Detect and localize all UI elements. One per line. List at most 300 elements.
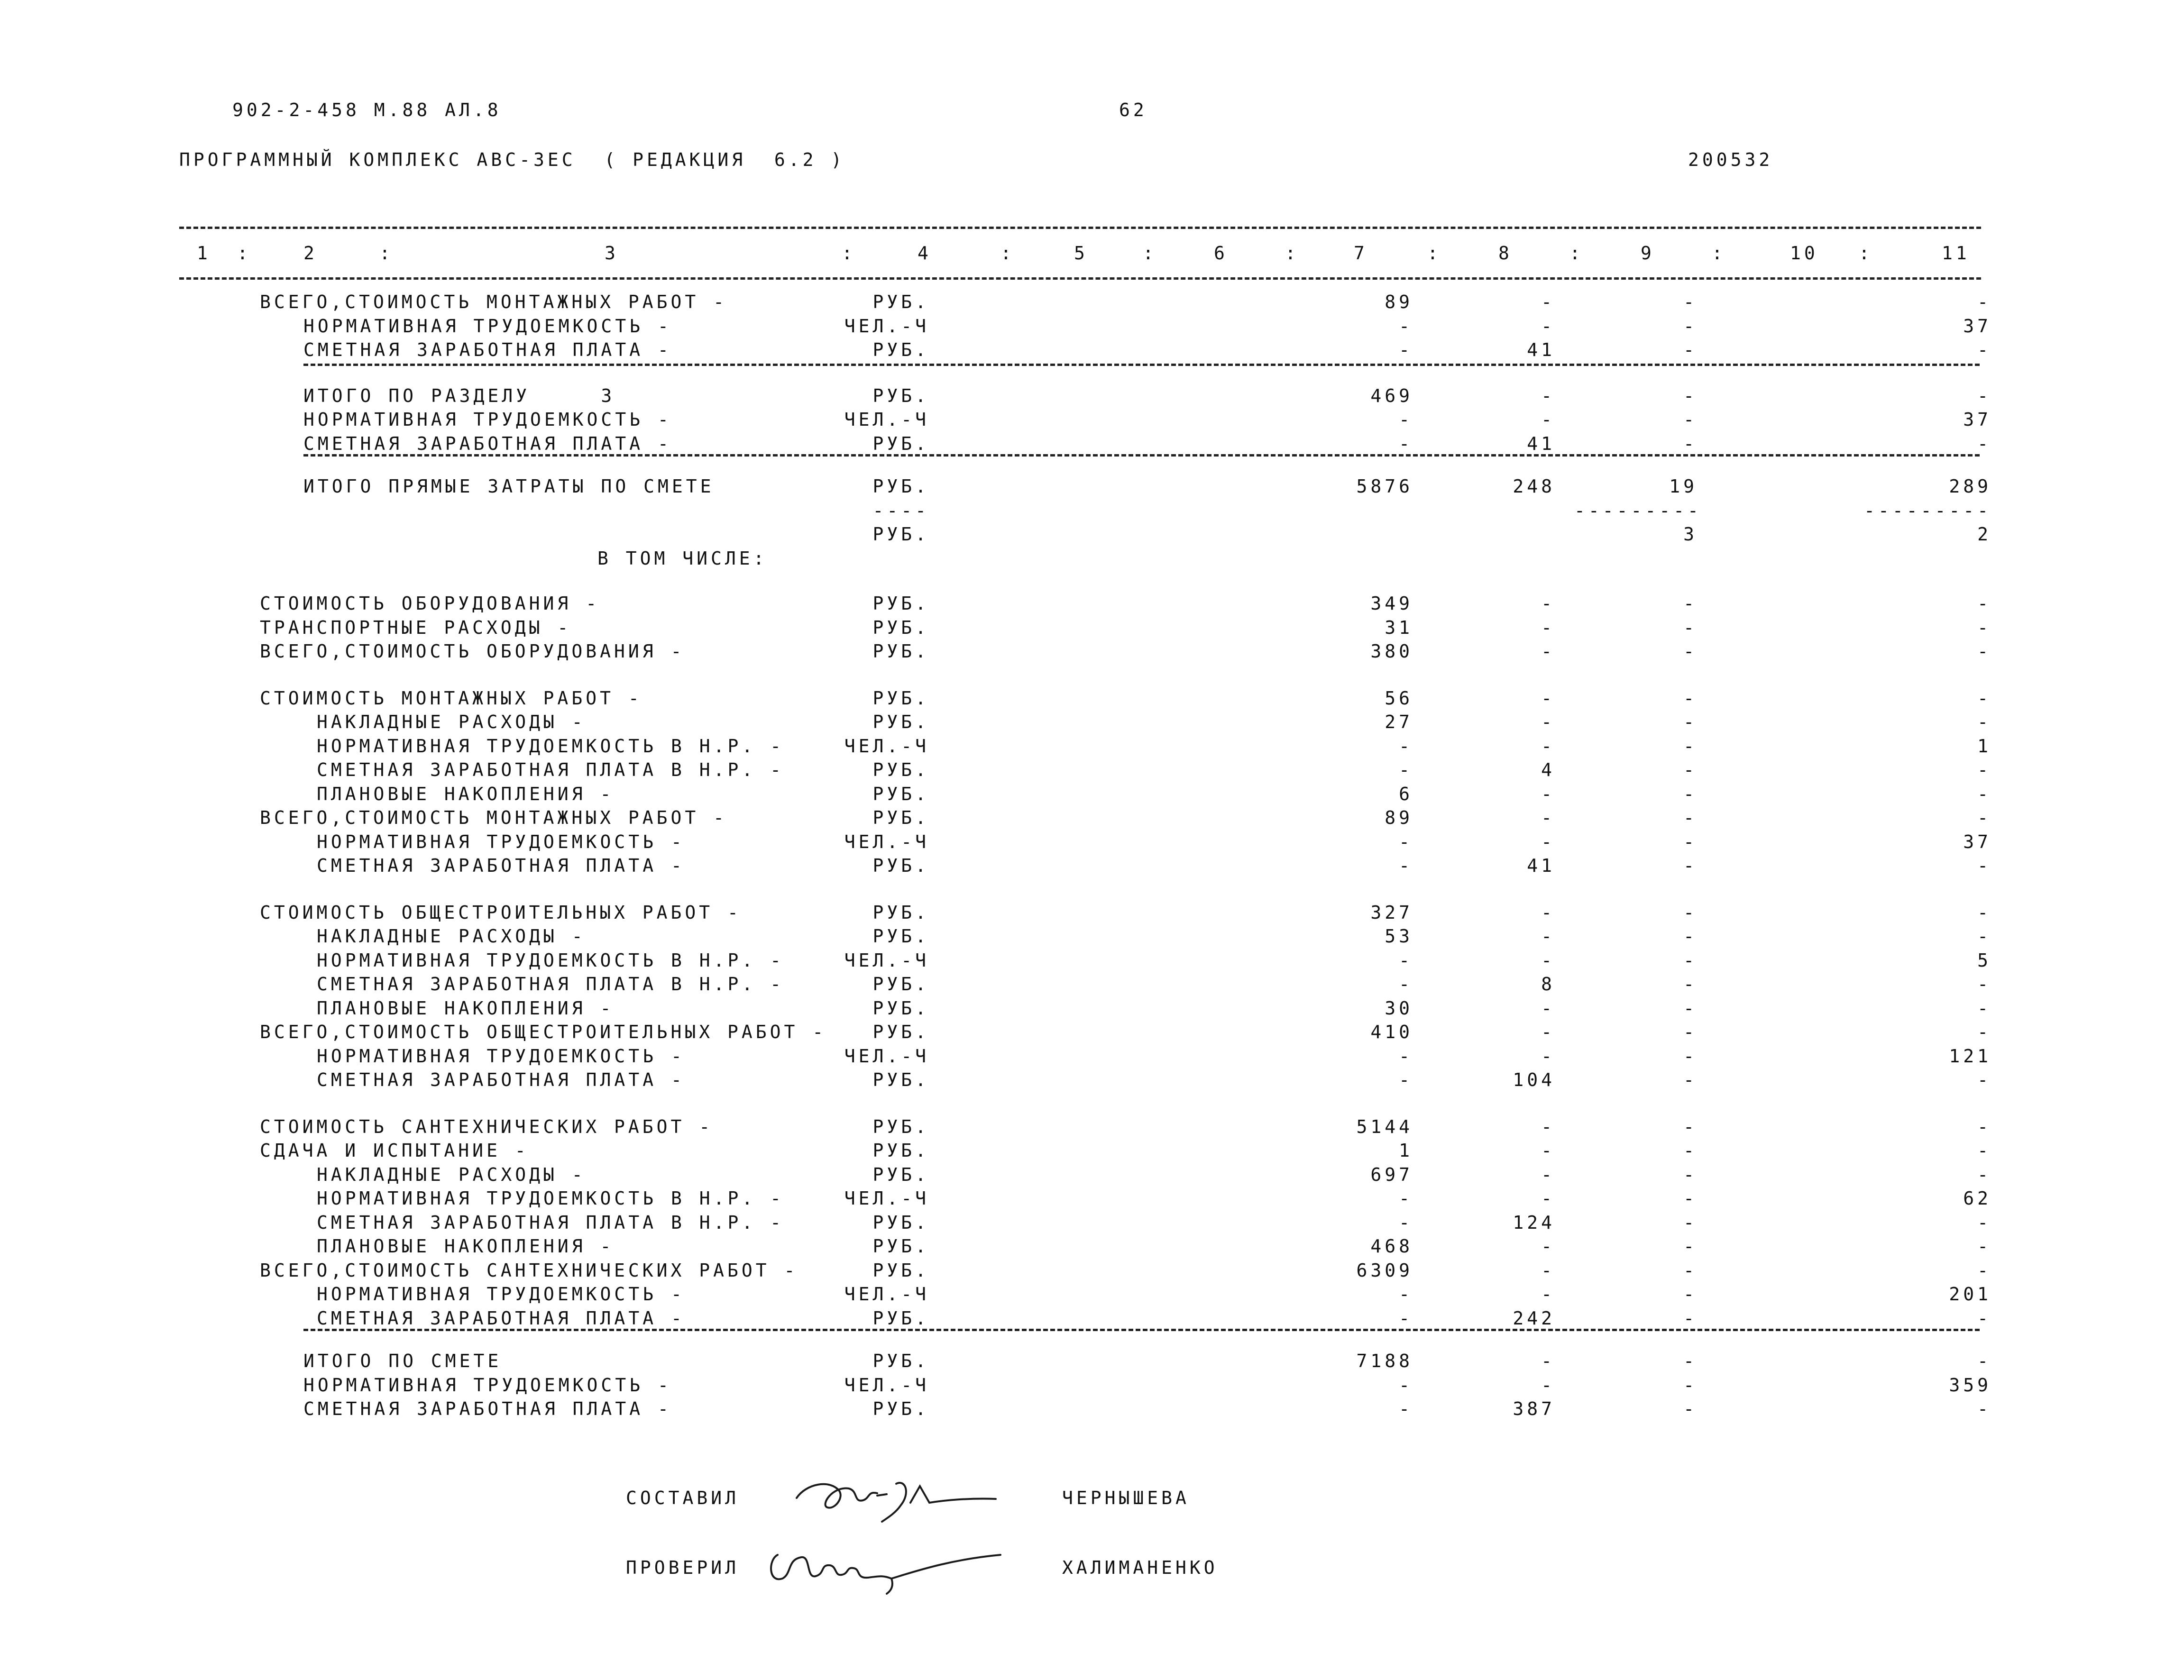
table-row bbox=[0, 759, 2184, 780]
row-unit: РУБ. bbox=[872, 1308, 929, 1329]
cell-col9: - bbox=[1683, 688, 1698, 709]
cell-col8: - bbox=[1541, 1260, 1555, 1281]
cell-col11: 37 bbox=[1963, 831, 1991, 852]
cell-col7: - bbox=[1399, 1398, 1413, 1419]
row-unit: РУБ. bbox=[872, 617, 929, 638]
cell-col11: 5 bbox=[1977, 950, 1991, 971]
cell-col9: - bbox=[1683, 950, 1698, 971]
checked-by-label: ПРОВЕРИЛ bbox=[626, 1557, 740, 1578]
cell-col7: - bbox=[1399, 1212, 1413, 1233]
page-number: 62 bbox=[1119, 100, 1147, 120]
table-row bbox=[0, 1022, 2184, 1042]
table-row bbox=[0, 1398, 2184, 1419]
column-header-10: 10 bbox=[1790, 243, 1818, 264]
table-row bbox=[0, 500, 2184, 521]
cell-col7: - bbox=[1399, 855, 1413, 876]
cell-col8: 41 bbox=[1527, 855, 1555, 876]
row-unit: ЧЕЛ.-Ч bbox=[844, 1375, 929, 1396]
table-row bbox=[0, 339, 2184, 360]
row-unit: ЧЕЛ.-Ч bbox=[844, 1188, 929, 1209]
cell-col8: - bbox=[1541, 593, 1555, 614]
section-rule bbox=[303, 454, 1980, 457]
row-unit: РУБ. bbox=[872, 1069, 929, 1090]
row-unit: РУБ. bbox=[872, 524, 929, 545]
cell-col8: - bbox=[1541, 926, 1555, 947]
cell-col8: 387 bbox=[1513, 1398, 1555, 1419]
row-unit: РУБ. bbox=[872, 807, 929, 828]
row-label: НОРМАТИВНАЯ ТРУДОЕМКОСТЬ - bbox=[303, 409, 672, 430]
table-row bbox=[0, 1351, 2184, 1371]
cell-col7: 697 bbox=[1370, 1164, 1413, 1185]
column-header-1: 1 bbox=[197, 243, 211, 264]
cell-col9: --------- bbox=[1574, 500, 1702, 521]
column-separator: : bbox=[1712, 243, 1726, 264]
cell-col8: - bbox=[1541, 385, 1555, 406]
cell-col8: 41 bbox=[1527, 339, 1555, 360]
cell-col11: --------- bbox=[1864, 500, 1991, 521]
row-label: СМЕТНАЯ ЗАРАБОТНАЯ ПЛАТА - bbox=[317, 1069, 685, 1090]
cell-col11: - bbox=[1977, 1308, 1991, 1329]
cell-col7: - bbox=[1399, 409, 1413, 430]
cell-col11: - bbox=[1977, 1398, 1991, 1419]
cell-col11: - bbox=[1977, 1260, 1991, 1281]
cell-col9: - bbox=[1683, 1351, 1698, 1371]
row-label: НОРМАТИВНАЯ ТРУДОЕМКОСТЬ - bbox=[303, 316, 672, 337]
cell-col7: 349 bbox=[1370, 593, 1413, 614]
row-unit: РУБ. bbox=[872, 902, 929, 923]
cell-col11: 2 bbox=[1977, 524, 1991, 545]
row-unit: РУБ. bbox=[872, 712, 929, 732]
cell-col7: 7188 bbox=[1356, 1351, 1413, 1371]
cell-col7: - bbox=[1399, 316, 1413, 337]
row-label: СМЕТНАЯ ЗАРАБОТНАЯ ПЛАТА В Н.Р. - bbox=[317, 759, 784, 780]
cell-col11: - bbox=[1977, 759, 1991, 780]
row-label: СТОИМОСТЬ ОБОРУДОВАНИЯ - bbox=[260, 593, 600, 614]
cell-col8: - bbox=[1541, 1116, 1555, 1137]
row-unit: ---- bbox=[872, 500, 929, 521]
cell-col11: - bbox=[1977, 998, 1991, 1019]
cell-col9: - bbox=[1683, 1069, 1698, 1090]
cell-col11: 37 bbox=[1963, 409, 1991, 430]
column-separator: : bbox=[379, 243, 394, 264]
cell-col7: 30 bbox=[1385, 998, 1413, 1019]
cell-col9: - bbox=[1683, 1398, 1698, 1419]
cell-col9: - bbox=[1683, 617, 1698, 638]
cell-col8: - bbox=[1541, 1284, 1555, 1305]
column-header-6: 6 bbox=[1214, 243, 1228, 264]
table-row bbox=[0, 433, 2184, 454]
cell-col11: - bbox=[1977, 339, 1991, 360]
table-row bbox=[0, 641, 2184, 662]
row-unit: РУБ. bbox=[872, 593, 929, 614]
table-row bbox=[0, 1212, 2184, 1233]
cell-col7: 5876 bbox=[1356, 476, 1413, 497]
row-label: НОРМАТИВНАЯ ТРУДОЕМКОСТЬ - bbox=[317, 1046, 685, 1067]
row-unit: РУБ. bbox=[872, 998, 929, 1019]
cell-col9: - bbox=[1683, 855, 1698, 876]
cell-col9: 3 bbox=[1683, 524, 1698, 545]
cell-col9: - bbox=[1683, 784, 1698, 804]
cell-col11: - bbox=[1977, 1069, 1991, 1090]
cell-col9: - bbox=[1683, 339, 1698, 360]
cell-col7: - bbox=[1399, 736, 1413, 757]
cell-col8: - bbox=[1541, 807, 1555, 828]
document-id: 200532 bbox=[1688, 149, 1773, 170]
row-unit: РУБ. bbox=[872, 1116, 929, 1137]
row-unit: РУБ. bbox=[872, 385, 929, 406]
cell-col8: - bbox=[1541, 1140, 1555, 1161]
column-header-5: 5 bbox=[1074, 243, 1088, 264]
table-row bbox=[0, 1164, 2184, 1185]
table-row bbox=[0, 593, 2184, 614]
cell-col8: 41 bbox=[1527, 433, 1555, 454]
column-header-3: 3 bbox=[605, 243, 619, 264]
row-label: НАКЛАДНЫЕ РАСХОДЫ - bbox=[317, 712, 586, 732]
row-unit: РУБ. bbox=[872, 1351, 929, 1371]
cell-col11: - bbox=[1977, 855, 1991, 876]
row-label: СМЕТНАЯ ЗАРАБОТНАЯ ПЛАТА - bbox=[303, 339, 672, 360]
cell-col9: - bbox=[1683, 712, 1698, 732]
row-label: СМЕТНАЯ ЗАРАБОТНАЯ ПЛАТА - bbox=[303, 1398, 672, 1419]
document-code: 902-2-458 М.88 АЛ.8 bbox=[232, 100, 502, 120]
row-label: ВСЕГО,СТОИМОСТЬ МОНТАЖНЫХ РАБОТ - bbox=[260, 292, 727, 312]
row-label: СМЕТНАЯ ЗАРАБОТНАЯ ПЛАТА - bbox=[303, 433, 672, 454]
row-label: В ТОМ ЧИСЛЕ: bbox=[597, 548, 768, 569]
table-row bbox=[0, 1116, 2184, 1137]
cell-col9: - bbox=[1683, 1046, 1698, 1067]
row-unit: РУБ. bbox=[872, 974, 929, 995]
cell-col11: - bbox=[1977, 902, 1991, 923]
cell-col8: - bbox=[1541, 617, 1555, 638]
cell-col9: - bbox=[1683, 641, 1698, 662]
column-separator: : bbox=[237, 243, 251, 264]
checked-by-signature bbox=[759, 1531, 1005, 1598]
table-row bbox=[0, 926, 2184, 947]
row-unit: РУБ. bbox=[872, 1212, 929, 1233]
cell-col9: - bbox=[1683, 316, 1698, 337]
row-label: СТОИМОСТЬ САНТЕХНИЧЕСКИХ РАБОТ - bbox=[260, 1116, 714, 1137]
row-unit: РУБ. bbox=[872, 688, 929, 709]
table-row bbox=[0, 1236, 2184, 1257]
cell-col9: - bbox=[1683, 385, 1698, 406]
cell-col8: - bbox=[1541, 902, 1555, 923]
row-unit: РУБ. bbox=[872, 339, 929, 360]
cell-col7: - bbox=[1399, 974, 1413, 995]
table-row bbox=[0, 1188, 2184, 1209]
column-header-4: 4 bbox=[918, 243, 932, 264]
cell-col11: - bbox=[1977, 807, 1991, 828]
cell-col8: 4 bbox=[1541, 759, 1555, 780]
cell-col8: - bbox=[1541, 1022, 1555, 1042]
cell-col8: - bbox=[1541, 316, 1555, 337]
column-separator: : bbox=[1143, 243, 1157, 264]
cell-col11: 62 bbox=[1963, 1188, 1991, 1209]
row-label: СМЕТНАЯ ЗАРАБОТНАЯ ПЛАТА В Н.Р. - bbox=[317, 1212, 784, 1233]
cell-col8: - bbox=[1541, 1351, 1555, 1371]
cell-col9: 19 bbox=[1669, 476, 1698, 497]
row-label: ВСЕГО,СТОИМОСТЬ МОНТАЖНЫХ РАБОТ - bbox=[260, 807, 727, 828]
cell-col7: - bbox=[1399, 1069, 1413, 1090]
row-unit: РУБ. bbox=[872, 1164, 929, 1185]
cell-col9: - bbox=[1683, 759, 1698, 780]
program-title: ПРОГРАММНЫЙ КОМПЛЕКС АВС-3ЕС ( РЕДАКЦИЯ 6.2 ) bbox=[179, 149, 845, 170]
cell-col7: - bbox=[1399, 1188, 1413, 1209]
row-label: ВСЕГО,СТОИМОСТЬ ОБЩЕСТРОИТЕЛЬНЫХ РАБОТ - bbox=[260, 1022, 827, 1042]
cell-col8: - bbox=[1541, 950, 1555, 971]
row-unit: ЧЕЛ.-Ч bbox=[844, 316, 929, 337]
row-unit: РУБ. bbox=[872, 855, 929, 876]
table-row bbox=[0, 292, 2184, 312]
section-rule bbox=[303, 1329, 1980, 1331]
row-unit: РУБ. bbox=[872, 784, 929, 804]
cell-col8: - bbox=[1541, 831, 1555, 852]
table-row bbox=[0, 902, 2184, 923]
cell-col9: - bbox=[1683, 736, 1698, 757]
cell-col8: - bbox=[1541, 1236, 1555, 1257]
cell-col11: - bbox=[1977, 1351, 1991, 1371]
table-row bbox=[0, 1069, 2184, 1090]
table-row bbox=[0, 409, 2184, 430]
table-row bbox=[0, 736, 2184, 757]
table-row bbox=[0, 1046, 2184, 1067]
row-label: СТОИМОСТЬ ОБЩЕСТРОИТЕЛЬНЫХ РАБОТ - bbox=[260, 902, 742, 923]
cell-col7: 89 bbox=[1385, 807, 1413, 828]
cell-col7: - bbox=[1399, 1046, 1413, 1067]
table-row bbox=[0, 712, 2184, 732]
table-row bbox=[0, 1260, 2184, 1281]
cell-col8: - bbox=[1541, 1188, 1555, 1209]
section-rule bbox=[303, 364, 1980, 366]
cell-col7: 468 bbox=[1370, 1236, 1413, 1257]
cell-col9: - bbox=[1683, 433, 1698, 454]
cell-col7: 469 bbox=[1370, 385, 1413, 406]
cell-col7: 89 bbox=[1385, 292, 1413, 312]
cell-col8: - bbox=[1541, 1375, 1555, 1396]
row-label: ИТОГО ПО РАЗДЕЛУ 3 bbox=[303, 385, 615, 406]
cell-col11: - bbox=[1977, 688, 1991, 709]
cell-col7: - bbox=[1399, 1308, 1413, 1329]
cell-col11: - bbox=[1977, 974, 1991, 995]
cell-col9: - bbox=[1683, 292, 1698, 312]
cell-col8: - bbox=[1541, 736, 1555, 757]
compiled-by-signature bbox=[787, 1465, 1005, 1526]
row-unit: ЧЕЛ.-Ч bbox=[844, 831, 929, 852]
row-label: НАКЛАДНЫЕ РАСХОДЫ - bbox=[317, 926, 586, 947]
table-row bbox=[0, 998, 2184, 1019]
cell-col7: - bbox=[1399, 1284, 1413, 1305]
cell-col11: - bbox=[1977, 1236, 1991, 1257]
cell-col11: - bbox=[1977, 641, 1991, 662]
cell-col9: - bbox=[1683, 1260, 1698, 1281]
cell-col9: - bbox=[1683, 1164, 1698, 1185]
table-row bbox=[0, 524, 2184, 545]
cell-col11: - bbox=[1977, 433, 1991, 454]
table-row bbox=[0, 385, 2184, 406]
column-separator: : bbox=[842, 243, 856, 264]
row-unit: РУБ. bbox=[872, 476, 929, 497]
cell-col7: 6 bbox=[1399, 784, 1413, 804]
cell-col8: - bbox=[1541, 712, 1555, 732]
cell-col11: - bbox=[1977, 617, 1991, 638]
row-label: ИТОГО ПРЯМЫЕ ЗАТРАТЫ ПО СМЕТЕ bbox=[303, 476, 715, 497]
row-label: ВСЕГО,СТОИМОСТЬ ОБОРУДОВАНИЯ - bbox=[260, 641, 685, 662]
cell-col8: 124 bbox=[1513, 1212, 1555, 1233]
cell-col9: - bbox=[1683, 926, 1698, 947]
row-unit: РУБ. bbox=[872, 1140, 929, 1161]
table-row bbox=[0, 807, 2184, 828]
table-row bbox=[0, 1375, 2184, 1396]
cell-col8: - bbox=[1541, 292, 1555, 312]
table-row bbox=[0, 1284, 2184, 1305]
column-separator: : bbox=[1000, 243, 1015, 264]
cell-col9: - bbox=[1683, 1308, 1698, 1329]
compiled-by-name: ЧЕРНЫШЕВА bbox=[1062, 1488, 1190, 1508]
column-header-7: 7 bbox=[1354, 243, 1368, 264]
cell-col9: - bbox=[1683, 831, 1698, 852]
table-row bbox=[0, 316, 2184, 337]
cell-col11: - bbox=[1977, 1140, 1991, 1161]
row-unit: РУБ. bbox=[872, 433, 929, 454]
table-row bbox=[0, 784, 2184, 804]
cell-col11: 289 bbox=[1949, 476, 1991, 497]
row-label: ПЛАНОВЫЕ НАКОПЛЕНИЯ - bbox=[317, 998, 615, 1019]
row-label: НОРМАТИВНАЯ ТРУДОЕМКОСТЬ В Н.Р. - bbox=[317, 736, 784, 757]
row-unit: РУБ. bbox=[872, 1260, 929, 1281]
cell-col8: - bbox=[1541, 784, 1555, 804]
row-label: НОРМАТИВНАЯ ТРУДОЕМКОСТЬ - bbox=[303, 1375, 672, 1396]
table-row bbox=[0, 548, 2184, 569]
row-unit: ЧЕЛ.-Ч bbox=[844, 1046, 929, 1067]
column-separator: : bbox=[1427, 243, 1441, 264]
cell-col7: - bbox=[1399, 950, 1413, 971]
cell-col8: 248 bbox=[1513, 476, 1555, 497]
row-unit: ЧЕЛ.-Ч bbox=[844, 950, 929, 971]
cell-col7: 1 bbox=[1399, 1140, 1413, 1161]
cell-col8: 8 bbox=[1541, 974, 1555, 995]
cell-col7: 6309 bbox=[1356, 1260, 1413, 1281]
cell-col8: 104 bbox=[1513, 1069, 1555, 1090]
row-label: ТРАНСПОРТНЫЕ РАСХОДЫ - bbox=[260, 617, 572, 638]
compiled-by-label: СОСТАВИЛ bbox=[626, 1488, 740, 1508]
cell-col9: - bbox=[1683, 1375, 1698, 1396]
cell-col9: - bbox=[1683, 998, 1698, 1019]
column-separator: : bbox=[1285, 243, 1299, 264]
cell-col9: - bbox=[1683, 1212, 1698, 1233]
cell-col11: 201 bbox=[1949, 1284, 1991, 1305]
row-unit: РУБ. bbox=[872, 1236, 929, 1257]
column-separator: : bbox=[1859, 243, 1873, 264]
cell-col8: - bbox=[1541, 998, 1555, 1019]
cell-col8: - bbox=[1541, 641, 1555, 662]
row-label: НОРМАТИВНАЯ ТРУДОЕМКОСТЬ - bbox=[317, 1284, 685, 1305]
row-unit: РУБ. bbox=[872, 1022, 929, 1042]
row-unit: ЧЕЛ.-Ч bbox=[844, 736, 929, 757]
row-label: СМЕТНАЯ ЗАРАБОТНАЯ ПЛАТА - bbox=[317, 855, 685, 876]
row-unit: ЧЕЛ.-Ч bbox=[844, 409, 929, 430]
row-label: СМЕТНАЯ ЗАРАБОТНАЯ ПЛАТА В Н.Р. - bbox=[317, 974, 784, 995]
cell-col7: 327 bbox=[1370, 902, 1413, 923]
cell-col7: 53 bbox=[1385, 926, 1413, 947]
cell-col9: - bbox=[1683, 593, 1698, 614]
cell-col8: - bbox=[1541, 688, 1555, 709]
cell-col7: 380 bbox=[1370, 641, 1413, 662]
cell-col7: - bbox=[1399, 339, 1413, 360]
row-unit: ЧЕЛ.-Ч bbox=[844, 1284, 929, 1305]
row-label: СМЕТНАЯ ЗАРАБОТНАЯ ПЛАТА - bbox=[317, 1308, 685, 1329]
table-row bbox=[0, 831, 2184, 852]
cell-col9: - bbox=[1683, 1140, 1698, 1161]
cell-col9: - bbox=[1683, 807, 1698, 828]
row-unit: РУБ. bbox=[872, 292, 929, 312]
cell-col7: - bbox=[1399, 1375, 1413, 1396]
row-label: НОРМАТИВНАЯ ТРУДОЕМКОСТЬ - bbox=[317, 831, 685, 852]
cell-col9: - bbox=[1683, 974, 1698, 995]
cell-col11: 121 bbox=[1949, 1046, 1991, 1067]
cell-col9: - bbox=[1683, 409, 1698, 430]
row-unit: РУБ. bbox=[872, 759, 929, 780]
cell-col11: - bbox=[1977, 1116, 1991, 1137]
row-label: ПЛАНОВЫЕ НАКОПЛЕНИЯ - bbox=[317, 784, 615, 804]
cell-col7: - bbox=[1399, 831, 1413, 852]
cell-col11: - bbox=[1977, 1212, 1991, 1233]
cell-col11: 1 bbox=[1977, 736, 1991, 757]
cell-col9: - bbox=[1683, 1236, 1698, 1257]
cell-col11: 37 bbox=[1963, 316, 1991, 337]
row-unit: РУБ. bbox=[872, 926, 929, 947]
cell-col7: 5144 bbox=[1356, 1116, 1413, 1137]
cell-col9: - bbox=[1683, 1116, 1698, 1137]
row-unit: РУБ. bbox=[872, 1398, 929, 1419]
cell-col11: - bbox=[1977, 926, 1991, 947]
cell-col7: - bbox=[1399, 433, 1413, 454]
cell-col8: - bbox=[1541, 409, 1555, 430]
cell-col8: - bbox=[1541, 1164, 1555, 1185]
row-label: СТОИМОСТЬ МОНТАЖНЫХ РАБОТ - bbox=[260, 688, 642, 709]
column-header-8: 8 bbox=[1498, 243, 1513, 264]
table-row bbox=[0, 950, 2184, 971]
column-separator: : bbox=[1569, 243, 1584, 264]
table-row bbox=[0, 1140, 2184, 1161]
cell-col7: 410 bbox=[1370, 1022, 1413, 1042]
table-row bbox=[0, 688, 2184, 709]
cell-col7: - bbox=[1399, 759, 1413, 780]
column-header-9: 9 bbox=[1641, 243, 1655, 264]
row-label: ВСЕГО,СТОИМОСТЬ САНТЕХНИЧЕСКИХ РАБОТ - bbox=[260, 1260, 798, 1281]
row-label: ИТОГО ПО СМЕТЕ bbox=[303, 1351, 502, 1371]
cell-col11: - bbox=[1977, 593, 1991, 614]
cell-col11: - bbox=[1977, 385, 1991, 406]
cell-col9: - bbox=[1683, 902, 1698, 923]
cell-col11: - bbox=[1977, 292, 1991, 312]
cell-col7: 31 bbox=[1385, 617, 1413, 638]
row-label: ПЛАНОВЫЕ НАКОПЛЕНИЯ - bbox=[317, 1236, 615, 1257]
cell-col11: 359 bbox=[1949, 1375, 1991, 1396]
cell-col7: 27 bbox=[1385, 712, 1413, 732]
cell-col8: - bbox=[1541, 1046, 1555, 1067]
row-label: НОРМАТИВНАЯ ТРУДОЕМКОСТЬ В Н.Р. - bbox=[317, 950, 784, 971]
table-row bbox=[0, 974, 2184, 995]
cell-col9: - bbox=[1683, 1284, 1698, 1305]
cell-col8: 242 bbox=[1513, 1308, 1555, 1329]
cell-col11: - bbox=[1977, 712, 1991, 732]
row-label: НАКЛАДНЫЕ РАСХОДЫ - bbox=[317, 1164, 586, 1185]
cell-col11: - bbox=[1977, 1022, 1991, 1042]
row-label: СДАЧА И ИСПЫТАНИЕ - bbox=[260, 1140, 529, 1161]
table-row bbox=[0, 855, 2184, 876]
cell-col9: - bbox=[1683, 1188, 1698, 1209]
checked-by-name: ХАЛИМАНЕНКО bbox=[1062, 1557, 1218, 1578]
row-unit: РУБ. bbox=[872, 641, 929, 662]
